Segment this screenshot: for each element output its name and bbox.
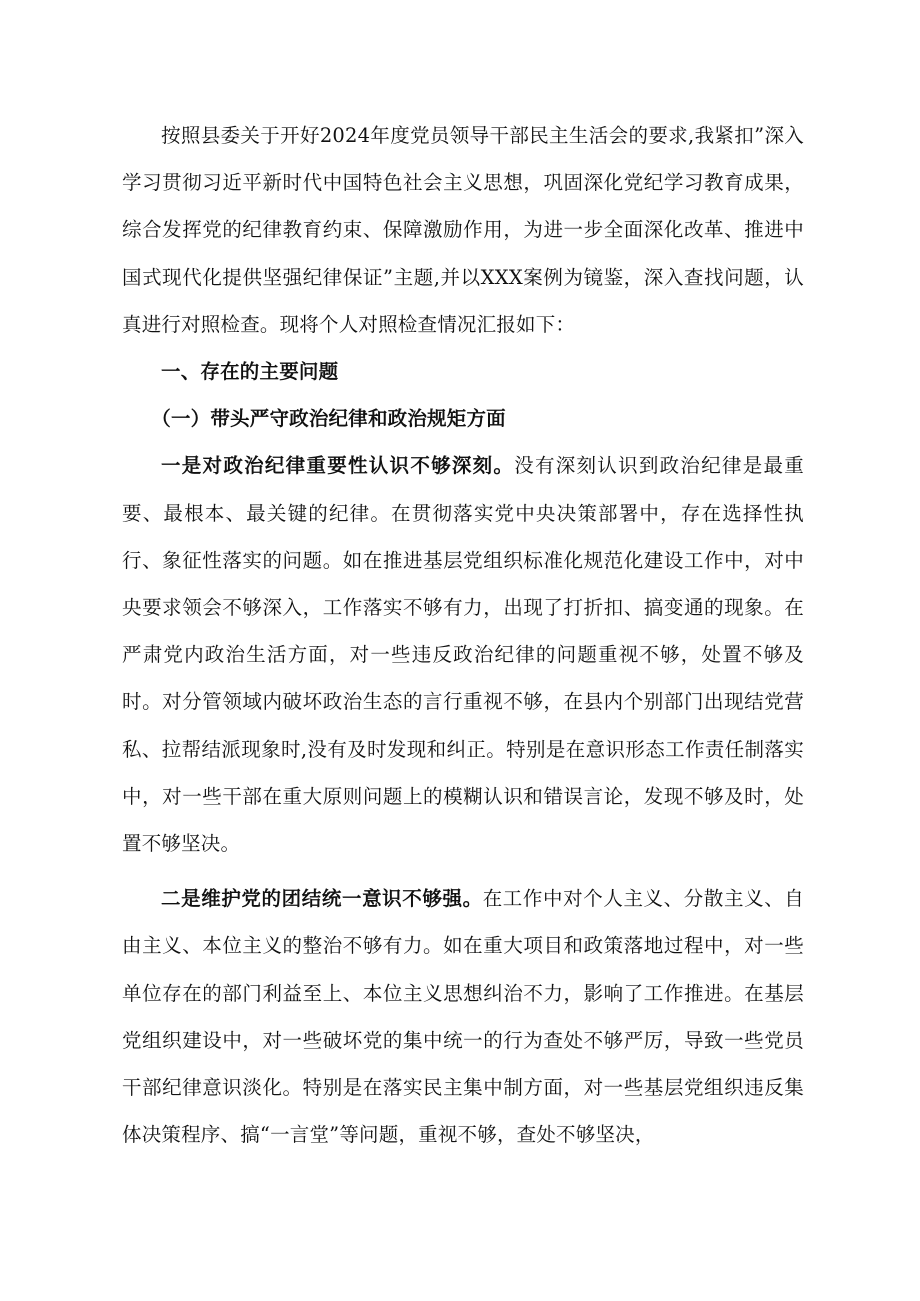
- point-one-paragraph: [122, 442, 804, 867]
- section-heading: 一、存在的主要问题: [161, 360, 339, 384]
- point-two-paragraph: [122, 875, 804, 1158]
- subsection-heading: （一）带头严守政治纪律和政治规矩方面: [151, 407, 506, 431]
- intro-paragraph: 按照县委关于开好2024年度党员领导干部民主生活会的要求,我紧扣”深入学习贯彻习近平新时代中国特色社会主义思想，巩固深化党纪学习教育成果，综合发挥党的纪律教育约束、保障激励作用，为进一步全面深化改革、推进中国式现代化提供坚强纪律保证”主题,并以XXX案例为镜鉴，深入查找问题，认真进行对照检查。现将个人对照检查情况汇报如下：: [122, 124, 804, 336]
- point-one-lead: 一是对政治纪律重要性认识不够深刻。: [161, 454, 515, 478]
- point-two-lead: 二是维护党的团结统一意识不够强。: [161, 887, 483, 911]
- document-body: [122, 112, 804, 1158]
- point-one-body: 没有深刻认识到政治纪律是最重要、最根本、最关键的纪律。在贯彻落实党中央决策部署中，存在选择性执行、象征性落实的问题。如在推进基层党组织标准化规范化建设工作中，对中央要求领会不够深入，工作落实不够有力，出现了打折扣、搞变通的现象。在严肃党内政治生活方面，对一些违反政治纪律的问题重视不够，处置不够及时。对分管领域内破坏政治生态的言行重视不够，在县内个别部门出现结党营私、拉帮结派现象时,没有及时发现和纠正。特别是在意识形态工作责任制落实中，对一些干部在重大原则问题上的模糊认识和错误言论，发现不够及时，处置不够坚决。: [122, 454, 804, 856]
- point-two-body: 在工作中对个人主义、分散主义、自由主义、本位主义的整治不够有力。如在重大项目和政策落地过程中，对一些单位存在的部门利益至上、本位主义思想纠治不力，影响了工作推进。在基层党组织建设中，对一些破坏党的集中统一的行为查处不够严厉，导致一些党员干部纪律意识淡化。特别是在落实民主集中制方面，对一些基层党组织违反集体决策程序、搞“一言堂”等问题，重视不够，查处不够坚决，: [122, 887, 804, 1147]
